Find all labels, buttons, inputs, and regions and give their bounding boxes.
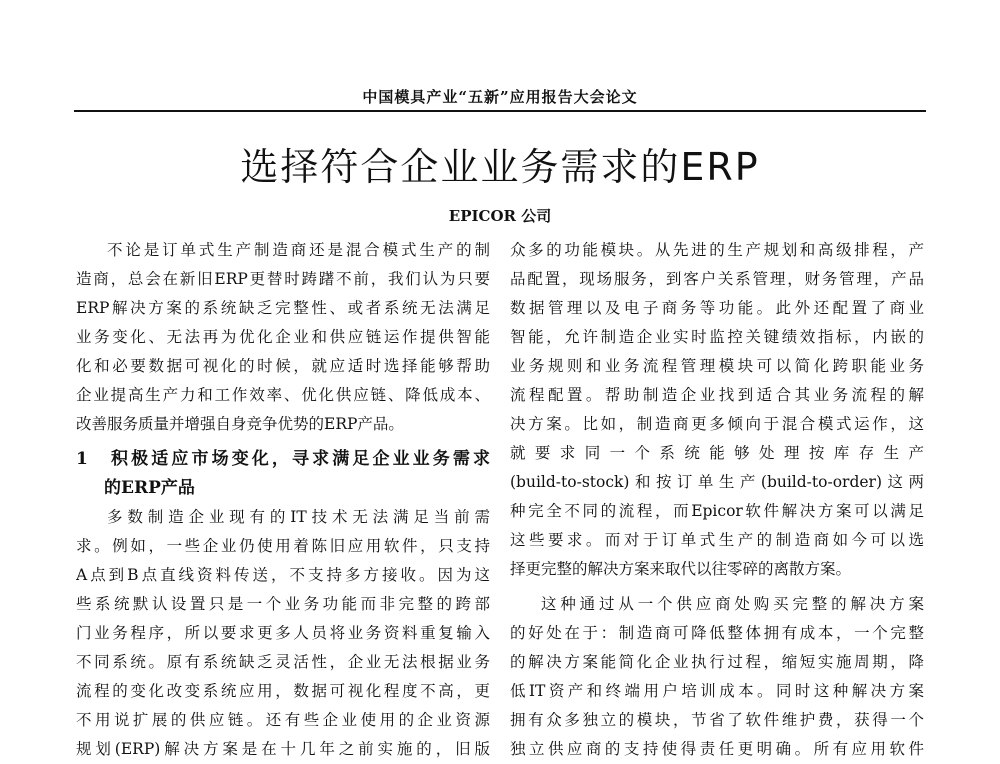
text-line: 数据管理以及电子商务等功能。此外还配置了商业 bbox=[510, 299, 924, 317]
text-line: 规划(ERP)解决方案是在十几年之前实施的，旧版 bbox=[76, 740, 490, 758]
text-line: 择更完整的解决方案来取代以往零碎的离散方案。 bbox=[510, 560, 852, 578]
text-line: 低IT资产和终端用户培训成本。同时这种解决方案 bbox=[510, 682, 924, 700]
heading-line: 的ERP产品 bbox=[104, 478, 195, 498]
text-line: A点到B点直线资料传送，不支持多方接收。因为这 bbox=[76, 566, 490, 584]
text-line: 的解决方案能简化企业执行过程，缩短实施周期，降 bbox=[510, 653, 924, 671]
left-column bbox=[76, 236, 490, 764]
text-line: ERP解决方案的系统缺乏完整性、或者系统无法满足 bbox=[76, 299, 490, 317]
text-line: 改善服务质量并增强自身竞争优势的ERP产品。 bbox=[76, 415, 404, 433]
text-line: 化和必要数据可视化的时候，就应适时选择能够帮助 bbox=[76, 357, 490, 375]
text-line: 不论是订单式生产制造商还是混合模式生产的制 bbox=[107, 241, 490, 259]
text-line: 流程配置。帮助制造企业找到适合其业务流程的解 bbox=[510, 386, 924, 404]
text-line: 不用说扩展的供应链。还有些企业使用的企业资源 bbox=[76, 711, 490, 729]
text-line: 求。例如，一些企业仍使用着陈旧应用软件，只支持 bbox=[76, 537, 490, 555]
text-line: 造商，总会在新旧ERP更替时踌躇不前，我们认为只要 bbox=[76, 270, 490, 288]
heading-line: 1 积极适应市场变化，寻求满足企业业务需求 bbox=[76, 449, 490, 469]
text-line: 众多的功能模块。从先进的生产规划和高级排程，产 bbox=[510, 241, 924, 259]
article-title: 选择符合企业业务需求的ERP bbox=[240, 145, 760, 189]
header-rule bbox=[74, 110, 926, 112]
text-line: 的好处在于：制造商可降低整体拥有成本，一个完整 bbox=[510, 624, 924, 642]
paragraph-section1 bbox=[76, 503, 490, 764]
text-line: 独立供应商的支持使得责任更明确。所有应用软件 bbox=[510, 740, 924, 758]
text-line: 品配置，现场服务，到客户关系管理，财务管理，产品 bbox=[510, 270, 924, 288]
text-line: 这种通过从一个供应商处购买完整的解决方案 bbox=[541, 595, 924, 613]
text-line: 不同系统。原有系统缺乏灵活性，企业无法根据业务 bbox=[76, 653, 490, 671]
section-heading bbox=[76, 445, 490, 503]
text-line: 业务规则和业务流程管理模块可以简化跨职能业务 bbox=[510, 357, 924, 375]
running-header: 中国模具产业“五新”应用报告大会论文 bbox=[362, 88, 638, 106]
text-line: 拥有众多独立的模块，节省了软件维护费，获得一个 bbox=[510, 711, 924, 729]
right-column bbox=[510, 236, 924, 764]
paragraph-benefits bbox=[510, 590, 924, 764]
paragraph-intro bbox=[76, 236, 490, 439]
text-line: 决方案。比如，制造商更多倾向于混合模式运作，这 bbox=[510, 415, 924, 433]
text-line: (build-to-stock)和按订单生产(build-to-order)这两 bbox=[510, 473, 924, 491]
text-line: 种完全不同的流程，而Epicor软件解决方案可以满足 bbox=[510, 502, 924, 520]
article-author: EPICOR 公司 bbox=[448, 207, 552, 225]
text-line: 这些要求。而对于订单式生产的制造商如今可以选 bbox=[510, 531, 924, 549]
text-line: 流程的变化改变系统应用，数据可视化程度不高，更 bbox=[76, 682, 490, 700]
paragraph-modules bbox=[510, 236, 924, 584]
text-line: 门业务程序，所以要求更多人员将业务资料重复输入 bbox=[76, 624, 490, 642]
text-line: 企业提高生产力和工作效率、优化供应链、降低成本、 bbox=[76, 386, 490, 404]
text-line: 多数制造企业现有的IT技术无法满足当前需 bbox=[107, 508, 490, 526]
text-line: 些系统默认设置只是一个业务功能而非完整的跨部 bbox=[76, 595, 490, 613]
text-line: 业务变化、无法再为优化企业和供应链运作提供智能 bbox=[76, 328, 490, 346]
text-line: 就要求同一个系统能够处理按库存生产 bbox=[510, 444, 924, 462]
text-line: 智能，允许制造企业实时监控关键绩效指标，内嵌的 bbox=[510, 328, 924, 346]
